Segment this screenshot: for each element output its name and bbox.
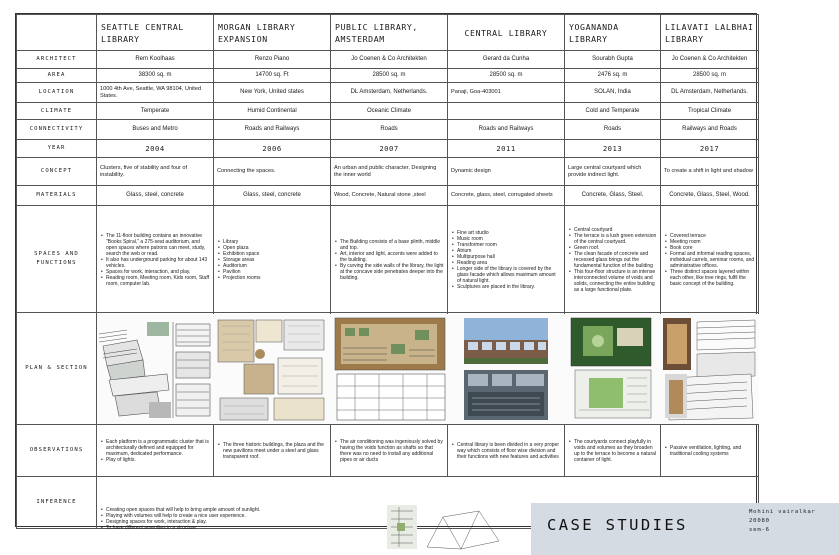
inference-sketch	[387, 505, 507, 553]
list-item: • This four-floor structure is an intense interconnected volume of voids and solids, connecting the entire building as a large functional plate.	[569, 269, 657, 293]
list-item: • Fine art studio	[452, 230, 561, 236]
spaces-list	[448, 228, 564, 291]
list-item: • Multipurpose hall	[452, 254, 561, 260]
list-item: • Reading area	[452, 260, 561, 266]
list-item: • By curving the side walls of the library, the light at the concave side penetrates deeper into the building.	[335, 263, 444, 281]
observations-list	[331, 437, 447, 464]
observations-row	[17, 425, 759, 477]
column-header: YOGANANDA LIBRARY	[565, 15, 661, 51]
architect-cell: Sourabh Gupta	[565, 51, 661, 69]
list-item: • Spaces for work, interaction, and play.	[101, 269, 210, 275]
climate-cell: Oceanic Climate	[331, 103, 448, 120]
climate-row	[17, 103, 759, 120]
column-header: LILAVATI LALBHAI LIBRARY	[661, 15, 759, 51]
year-row	[17, 140, 759, 158]
architect-cell: Rem Koolhaas	[97, 51, 214, 69]
central-library-photos	[448, 314, 565, 424]
list-item: • Three distinct spaces layered within each other, like tree rings, fulfil the basic concept of the building.	[665, 269, 755, 287]
row-label: AREA	[17, 69, 97, 83]
column-header: SEATTLE CENTRAL LIBRARY	[97, 15, 214, 51]
architect-cell: Gerard da Cunha	[448, 51, 565, 69]
list-item: • Each platform is a programmatic cluster that is architecturally defined and equipped for maximum, dedicated performance.	[101, 439, 210, 457]
inference-row	[17, 477, 759, 529]
list-item: • It also has underground parking for about 143 vehicles.	[101, 257, 210, 269]
list-item: • Passive ventilation, lighting, and traditional cooling systems	[665, 445, 755, 457]
morgan-plan-drawing	[214, 314, 331, 424]
case-studies-title: CASE STUDIES	[547, 515, 688, 534]
concept-cell: To create a shift in light and shadow	[661, 158, 759, 186]
climate-cell: Humid Continental	[214, 103, 331, 120]
location-cell: DL Amsterdam, Netherlands.	[331, 83, 448, 103]
year-cell: 2006	[214, 140, 331, 158]
author-name: Mohini vairalkar	[749, 508, 816, 515]
list-item: • Auditorium	[218, 263, 327, 269]
list-item: • Storage areas	[218, 257, 327, 263]
list-item: • Reading room, Meeting room, Kids room, Staff room, computer lab.	[101, 275, 210, 287]
observations-list	[565, 437, 660, 464]
area-cell: 28500 sq. m	[331, 69, 448, 83]
spaces-list	[565, 225, 660, 294]
spaces-list	[97, 231, 213, 288]
row-label: YEAR	[17, 140, 97, 158]
list-item: • The Building consists of a base plinth, middle and top.	[335, 239, 444, 251]
list-item: • Open plaza	[218, 245, 327, 251]
list-item: • Sculptures are placed in the library.	[452, 284, 561, 290]
area-row	[17, 69, 759, 83]
location-cell: New York, United states	[214, 83, 331, 103]
list-item: • The terrace is a lush green extension of the central courtyard.	[569, 233, 657, 245]
connectivity-cell: Roads	[331, 120, 448, 140]
inference-list	[97, 505, 311, 532]
location-row	[17, 83, 759, 103]
case-study-table	[16, 14, 816, 534]
row-label: SPACES AND FUNCTIONS	[17, 206, 97, 313]
column-header: MORGAN LIBRARY EXPANSION	[214, 15, 331, 51]
list-item: • Designing spaces for work, interaction & play.	[101, 519, 308, 525]
row-label: LOCATION	[17, 83, 97, 103]
year-cell: 2017	[661, 140, 759, 158]
list-item: • The air conditioning was ingeniously solved by having the voids function as shafts so that there was no need to install any additional pipes or air ducts	[335, 439, 444, 463]
connectivity-cell: Buses and Metro	[97, 120, 214, 140]
column-header: CENTRAL LIBRARY	[448, 15, 565, 51]
case-study-sheet	[15, 13, 816, 534]
climate-cell	[448, 103, 565, 120]
location-cell: 1000 4th Ave, Seattle, WA 98104, United States.	[97, 83, 214, 103]
list-item: • Play of lights.	[101, 457, 210, 463]
list-item: • To have different amenities in a structure	[101, 525, 308, 531]
list-item: • Covered terrace	[665, 233, 755, 239]
row-label: CLIMATE	[17, 103, 97, 120]
area-cell: 14700 sq. Ft	[214, 69, 331, 83]
list-item: • Music room	[452, 236, 561, 242]
list-item: • Playing with volumes will help to create a nice user experience.	[101, 513, 308, 519]
yogananda-plan-drawing	[565, 314, 661, 424]
area-cell: 28500 sq. m	[448, 69, 565, 83]
amsterdam-plan-drawing	[331, 314, 448, 424]
list-item: • Central library is been divided in a very proper way which consists of floor wise division and their functions with new features and activities	[452, 442, 561, 460]
year-cell: 2007	[331, 140, 448, 158]
year-cell: 2013	[565, 140, 661, 158]
observations-list	[448, 440, 564, 461]
location-cell: SOLAN, India	[565, 83, 661, 103]
list-item: • Library	[218, 239, 327, 245]
row-label: PLAN & SECTION	[17, 313, 97, 425]
year-cell: 2011	[448, 140, 565, 158]
list-item: • Transformer room	[452, 242, 561, 248]
materials-cell: Wood, Concrete, Natural stone ,steel	[331, 186, 448, 206]
spaces-list	[661, 231, 758, 288]
corner-cell	[17, 15, 97, 51]
list-item: • Exhibition space	[218, 251, 327, 257]
row-label: CONCEPT	[17, 158, 97, 186]
row-label: MATERIALS	[17, 186, 97, 206]
list-item: • Green roof.	[569, 245, 657, 251]
area-cell: 2476 sq. m	[565, 69, 661, 83]
area-cell: 28500 sq. m	[661, 69, 759, 83]
list-item: • The three historic buildings, the plaza and the new pavilions meet under a steel and glass transparent roof.	[218, 442, 327, 460]
year-cell: 2004	[97, 140, 214, 158]
row-label: CONNECTIVITY	[17, 120, 97, 140]
connectivity-row	[17, 120, 759, 140]
row-label: INFERENCE	[17, 477, 97, 529]
location-cell: Panaji, Goa-403001	[448, 83, 565, 103]
author-block	[749, 508, 816, 535]
author-roll: 20080	[749, 517, 770, 524]
author-sem: sem-6	[749, 526, 770, 533]
materials-cell: Glass, steel, concrete	[97, 186, 214, 206]
connectivity-cell: Roads and Railways	[214, 120, 331, 140]
row-label: ARCHITECT	[17, 51, 97, 69]
list-item: • Meeting room	[665, 239, 755, 245]
materials-cell: Concrete, Glass, Steel, Wood.	[661, 186, 759, 206]
materials-row	[17, 186, 759, 206]
connectivity-cell: Roads and Railways	[448, 120, 565, 140]
concept-cell: An urban and public character. Designing the inner world	[331, 158, 448, 186]
column-header: PUBLIC LIBRARY, AMSTERDAM	[331, 15, 448, 51]
climate-cell: Temperate	[97, 103, 214, 120]
seattle-section-drawing	[97, 314, 214, 424]
list-item: • Creating open spaces that will help to bring ample amount of sunlight.	[101, 507, 308, 513]
list-item: • Central courtyard	[569, 227, 657, 233]
list-item: • Pavilion	[218, 269, 327, 275]
list-item: • Art, interior and light, accents were added to the building.	[335, 251, 444, 263]
list-item: • The clean facade of concrete and recessed glass brings out the fundamental function of the building	[569, 251, 657, 269]
connectivity-cell: Roads	[565, 120, 661, 140]
spaces-list	[331, 237, 447, 282]
spaces-list	[214, 237, 330, 282]
header-row	[17, 15, 759, 51]
list-item: • The courtyards connect playfully in voids and volumes as they broaden up to the terrace to become a natural container of light.	[569, 439, 657, 463]
materials-cell: Concrete, glass, steel, corrugated sheets	[448, 186, 565, 206]
list-item: • Projection rooms	[218, 275, 327, 281]
list-item: • Longer side of the library is covered by the glass facade which allows maximum amount of natural light.	[452, 266, 561, 284]
materials-cell: Glass, steel, concrete	[214, 186, 331, 206]
concept-cell: Large central courtyard which provide indirect light.	[565, 158, 661, 186]
climate-cell: Tropical Climate	[661, 103, 759, 120]
list-item: • Book core	[665, 245, 755, 251]
plan-row	[17, 313, 759, 425]
list-item: • The 11-floor building contains an innovative "Books Spiral," a 275-seat auditorium, and open spaces where patrons can meet, study, search the web or read.	[101, 233, 210, 257]
architect-cell: Jo Coenen & Co Architekten	[661, 51, 759, 69]
observations-list	[97, 437, 213, 464]
observations-list	[214, 440, 330, 461]
row-label: OBSERVATIONS	[17, 425, 97, 477]
connectivity-cell: Railways and Roads	[661, 120, 759, 140]
architect-cell: Jo Coenen & Co Architekten	[331, 51, 448, 69]
concept-cell: Connecting the spaces.	[214, 158, 331, 186]
area-cell: 38300 sq. m	[97, 69, 214, 83]
location-cell: DL Amsterdam, Netherlands.	[661, 83, 759, 103]
materials-cell: Concrete, Glass, Steel.	[565, 186, 661, 206]
list-item: • Atrium	[452, 248, 561, 254]
lilavati-section-drawing	[661, 314, 759, 424]
case-studies-title-block	[531, 503, 839, 555]
observations-list	[661, 443, 758, 458]
architect-row	[17, 51, 759, 69]
list-item: • Formal and informal reading spaces, individual carrels, seminar rooms, and administrative offices.	[665, 251, 755, 269]
climate-cell: Cold and Temperate	[565, 103, 661, 120]
spaces-row	[17, 206, 759, 313]
concept-row	[17, 158, 759, 186]
concept-cell: Dynamic design	[448, 158, 565, 186]
architect-cell: Renzo Piano	[214, 51, 331, 69]
concept-cell: Clusters, five of stability and four of instability.	[97, 158, 214, 186]
